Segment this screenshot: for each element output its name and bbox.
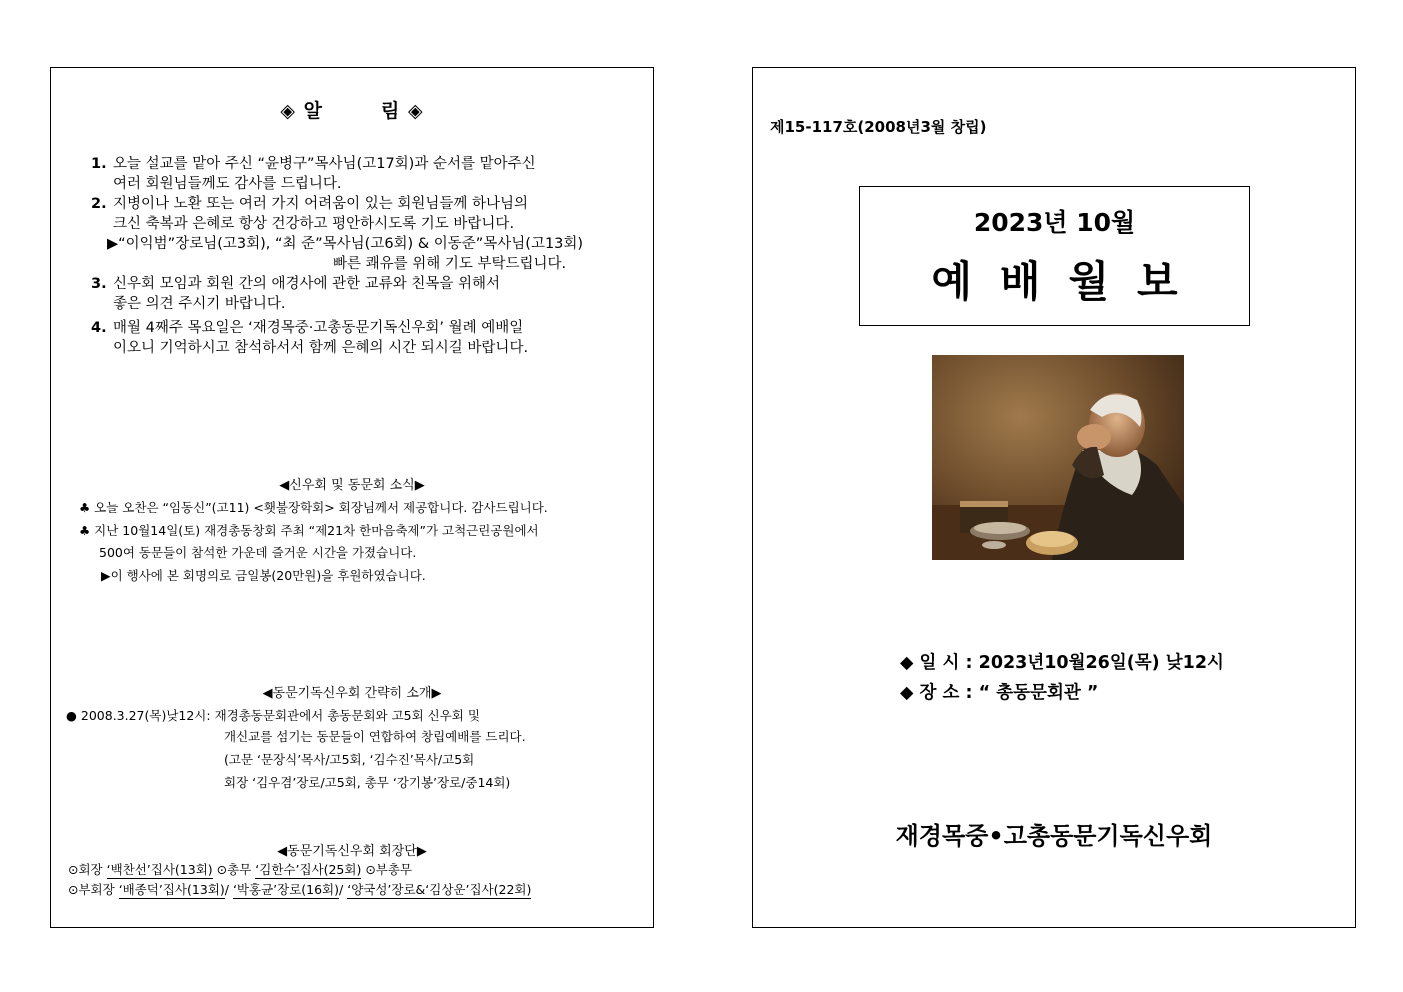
leaders-row-1: ⊙회장 ‘백찬선’집사(13회) ⊙총무 ‘김한수’집사(25회) ⊙부총무	[68, 862, 413, 877]
history-title: ◀동문기독신우회 간략히 소개▶	[262, 686, 442, 701]
announcement-1: 1. 오늘 설교를 맡아 주신 “윤병구”목사님(고17회)과 순서를 맡아주신 여러 회원님들께도 감사를 드립니다.	[91, 156, 536, 192]
news-title: ◀신우회 및 동문회 소식▶	[279, 478, 425, 493]
news-item-2: ♣ 지난 10월14일(토) 재경총동창회 주최 “제21차 한마음축제”가 고척근린공원에서	[79, 523, 539, 538]
announcement-4: 4. 매월 4째주 목요일은 ‘재경목중·고총동문기독신우회’ 월례 예배일 이오니 기억하시고 참석하서서 함께 은혜의 시간 되시길 바랍니다.	[91, 320, 529, 356]
diamond-icon: ◈	[280, 100, 297, 122]
diamond-icon: ◈	[407, 100, 424, 122]
cover-page	[752, 67, 1356, 928]
title-box	[859, 186, 1250, 326]
history-line-3: (고문 ‘문장식’목사/고5회, ‘김수진’목사/고5회	[224, 752, 475, 767]
prayer-request: ▶“이익범”장로님(고3회), “최 준”목사님(고6회) & 이동준”목사님(고13회)	[107, 236, 584, 252]
issue-number: 제15-117호(2008년3월 창립)	[770, 118, 987, 136]
history-line-2: 개신교를 섬기는 동문들이 연합하여 창립예배를 드리다.	[224, 729, 526, 744]
history-line-1: ● 2008.3.27(목)낮12시: 재경총동문회관에서 총동문회와 고5회 신우회 및	[66, 708, 480, 723]
leaders-row-2: ⊙부회장 ‘배종덕’집사(13회)/ ‘박홍균’장로(16회)/ ‘양국성’장로&‘김상운’집사(22회)	[68, 882, 532, 897]
main-title: 예배월보	[931, 257, 1206, 306]
history-line-4: 회장 ‘김우겸’장로/고5회, 총무 ‘강기봉’장로/중14회)	[224, 775, 511, 790]
event-datetime: ◆ 일 시 : 2023년10월26일(목) 낮12시	[900, 653, 1224, 673]
event-location: ◆ 장 소 : “ 총동문회관 ”	[900, 683, 1099, 703]
news-item-1: ♣ 오늘 오찬은 “임동신”(고11) <횃불장학회> 회장님께서 제공합니다. 감사드립니다.	[79, 500, 548, 515]
announcement-3: 3. 신우회 모임과 회원 간의 애경사에 관한 교류와 친목을 위해서 좋은 의견 주시기 바랍니다.	[91, 276, 501, 312]
leaders-title: ◀동문기독신우회 회장단▶	[277, 844, 427, 859]
year-month: 2023년 10월	[973, 208, 1136, 237]
news-item-2-note: ▶이 행사에 본 회명의로 금일봉(20만원)을 후원하였습니다.	[101, 568, 426, 583]
praying-elder-photo	[932, 355, 1184, 560]
announcement-page	[50, 67, 654, 928]
prayer-request-line2: 빠른 쾌유를 위해 기도 부탁드립니다.	[333, 256, 567, 272]
announcement-title: ◈ 알 림 ◈	[280, 100, 424, 122]
announcement-2: 2. 지병이나 노환 또는 여러 가지 어려움이 있는 회원님들께 하나님의 크신 축복과 은혜로 항상 건강하고 평안하시도록 기도 바랍니다.	[91, 196, 529, 232]
organization-name: 재경목중•고총동문기독신우회	[895, 822, 1213, 850]
news-item-2-cont: 500여 동문들이 참석한 가운데 즐거운 시간을 가졌습니다.	[99, 545, 417, 560]
